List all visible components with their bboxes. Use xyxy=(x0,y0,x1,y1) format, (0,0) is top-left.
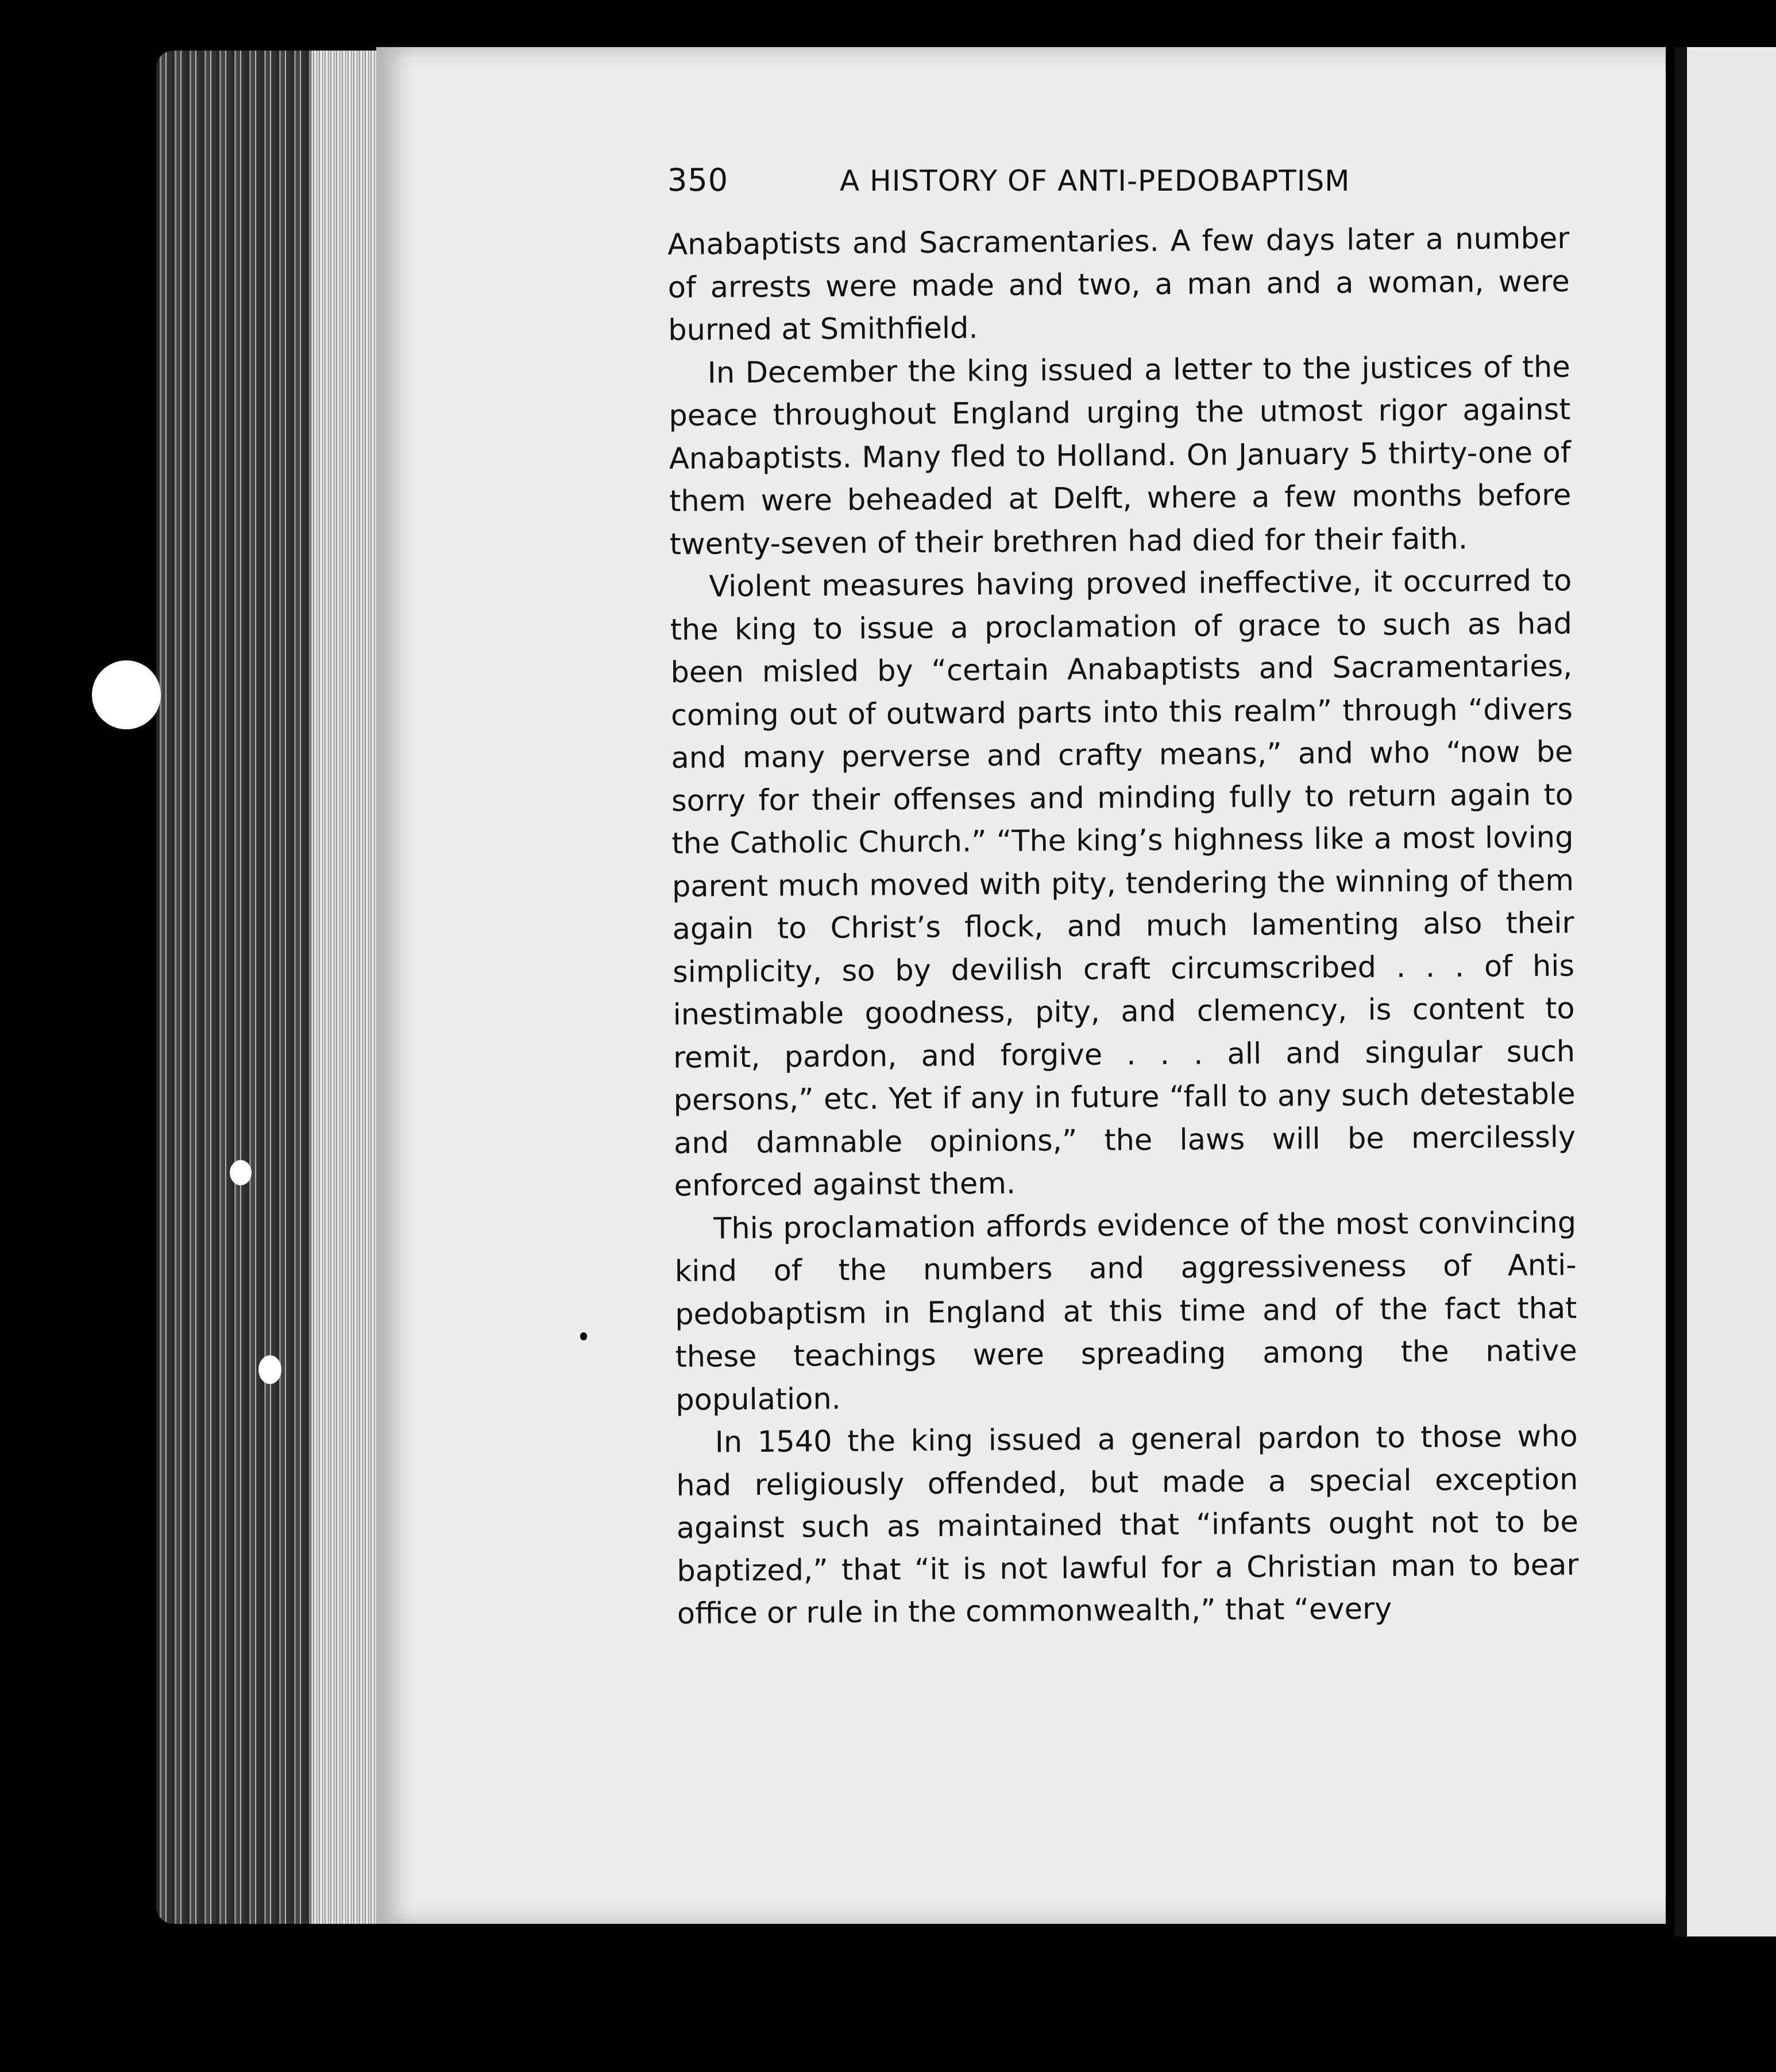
facing-page-edge xyxy=(1674,47,1776,1936)
paper-damage-speck xyxy=(230,1160,252,1185)
body-text xyxy=(667,218,1579,1636)
stacked-page-edges xyxy=(156,51,397,1924)
paper-damage-speck xyxy=(258,1355,281,1384)
paragraph: In 1540 the king issued a general pardon to those who had religiously offended, but made a special exception against such as maintained that “infants ought not to be baptized,” that “it is not lawful for a Christian man to bear office or rule in the commonwealth,” that “every xyxy=(676,1419,1579,1631)
paragraph: In December the king issued a letter to the justices of the peace throughout England urging the utmost rigor against Anabaptists. Many fled to Holland. On January 5 thirty-one of them were beheaded at Delft, where a few months before twenty-seven of their brethren had died for their faith. xyxy=(669,350,1572,562)
paragraph-continued: Anabaptists and Sacramentaries. A few days later a number of arrests were made and two, a man and a woman, were burned at Smithfield. xyxy=(667,222,1570,347)
ink-speck xyxy=(580,1332,587,1340)
page-number: 350 xyxy=(667,162,729,198)
paragraph: This proclamation affords evidence of the most convincing kind of the numbers and aggressiveness of Anti-pedobaptism in England at this time and of the fact that these teachings were spreading among the native population. xyxy=(674,1205,1577,1417)
paragraph: Violent measures having proved ineffective, it occurred to the king to issue a proclamation of grace to such as had been misled by “certain Anabaptists and Sacramentaries, coming out of outward parts into this realm” through “divers and many perverse and crafty means,” and who “now be sorry for their offenses and minding fully to return again to the Catholic Church.” “The king’s highness like a most loving parent much moved with pity, tendering the winning of them again to Christ’s flock, and much lamenting also their simplicity, so by devilish craft circumscribed . . . of his inestimable goodness, pity, and clemency, is content to remit, pardon, and forgive . . . all and singular such persons,” etc. Yet if any in future “fall to any such detestable and damnable opinions,” the laws will be mercilessly enforced against them. xyxy=(670,564,1576,1203)
running-title: A HISTORY OF ANTI-PEDOBAPTISM xyxy=(840,164,1350,198)
paper-damage-speck xyxy=(92,660,161,729)
running-head xyxy=(667,162,1385,214)
